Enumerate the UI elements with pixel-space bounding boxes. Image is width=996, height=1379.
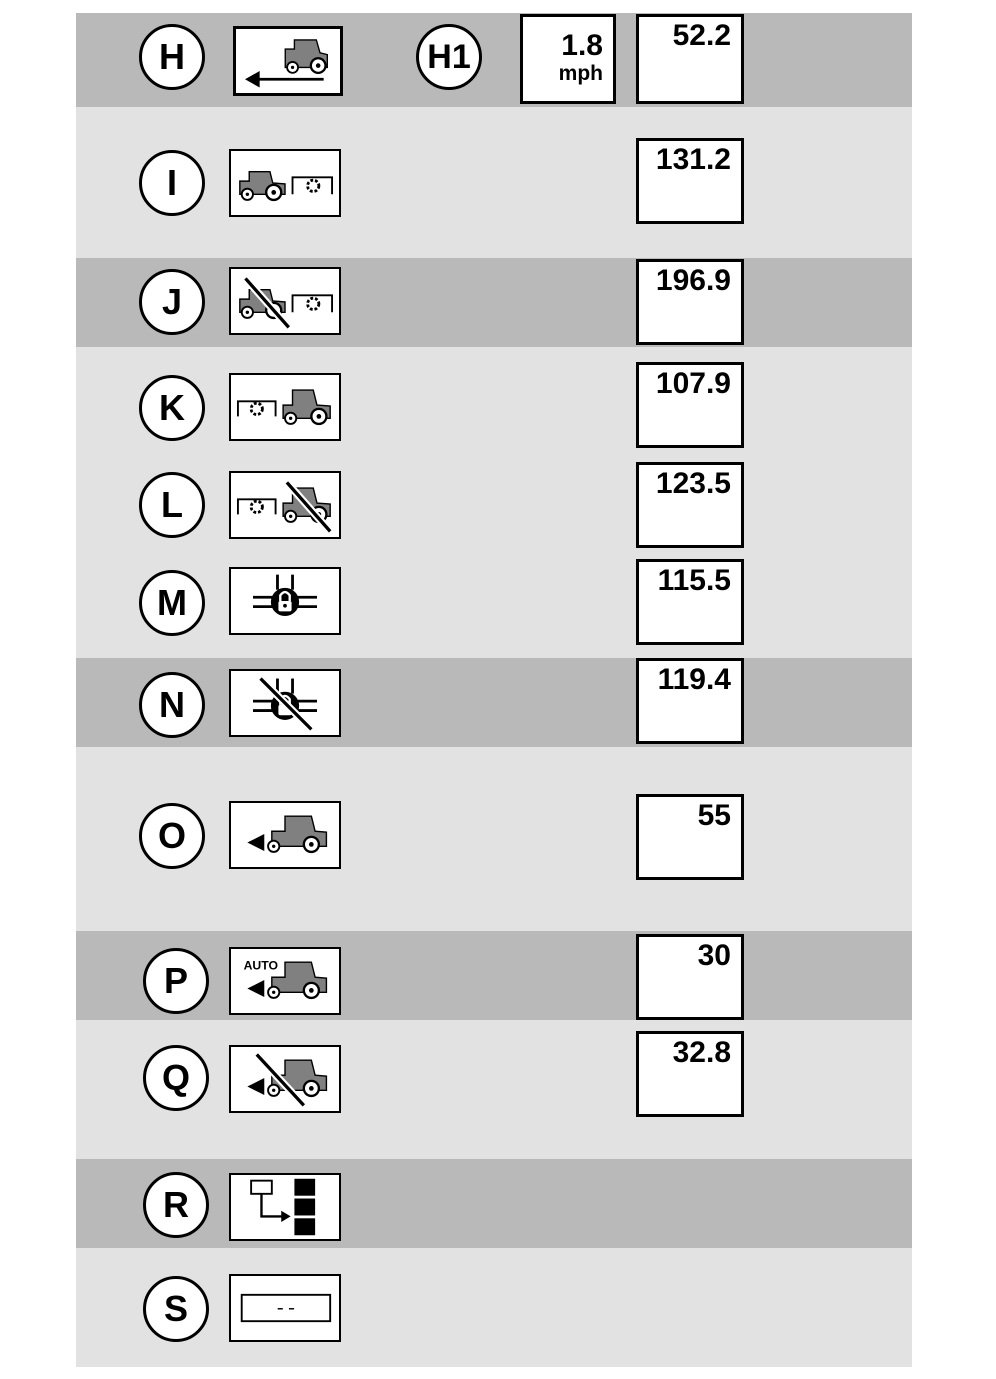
value-i: 131.2 [636,138,744,224]
label-k: K [139,375,205,441]
tractor-implement-disabled-icon [229,267,341,335]
speed-readout [520,14,616,104]
value-q: 32.8 [636,1031,744,1117]
empty-display-icon [229,1274,341,1342]
value-p: 30 [636,934,744,1020]
tractor-with-implement-icon [229,149,341,217]
sequence-flow-icon [229,1173,341,1241]
value-l: 123.5 [636,462,744,548]
implement-then-tractor-icon [229,373,341,441]
label-h: H [139,24,205,90]
differential-lock-icon [229,567,341,635]
tractor-reverse-arrow-icon [233,26,343,96]
value-m: 115.5 [636,559,744,645]
speed-value: 1.8 [561,29,603,62]
label-i: I [139,150,205,216]
label-h1: H1 [416,24,482,90]
value-n: 119.4 [636,658,744,744]
value-k: 107.9 [636,362,744,448]
label-s: S [143,1276,209,1342]
value-h: 52.2 [636,14,744,104]
label-m: M [139,570,205,636]
dashes-label: -- [274,1297,298,1320]
label-j: J [139,269,205,335]
value-o: 55 [636,794,744,880]
label-o: O [139,803,205,869]
label-r: R [143,1172,209,1238]
label-l: L [139,472,205,538]
differential-lock-off-icon [229,669,341,737]
implement-tractor-disabled-icon [229,471,341,539]
label-q: Q [143,1045,209,1111]
tractor-front-drive-off-icon [229,1045,341,1113]
tractor-front-wheel-drive-icon [229,801,341,869]
label-n: N [139,672,205,738]
value-j: 196.9 [636,259,744,345]
speed-unit: mph [558,62,603,85]
auto-label: AUTO [243,958,278,973]
tractor-auto-front-drive-icon [229,947,341,1015]
label-p: P [143,948,209,1014]
